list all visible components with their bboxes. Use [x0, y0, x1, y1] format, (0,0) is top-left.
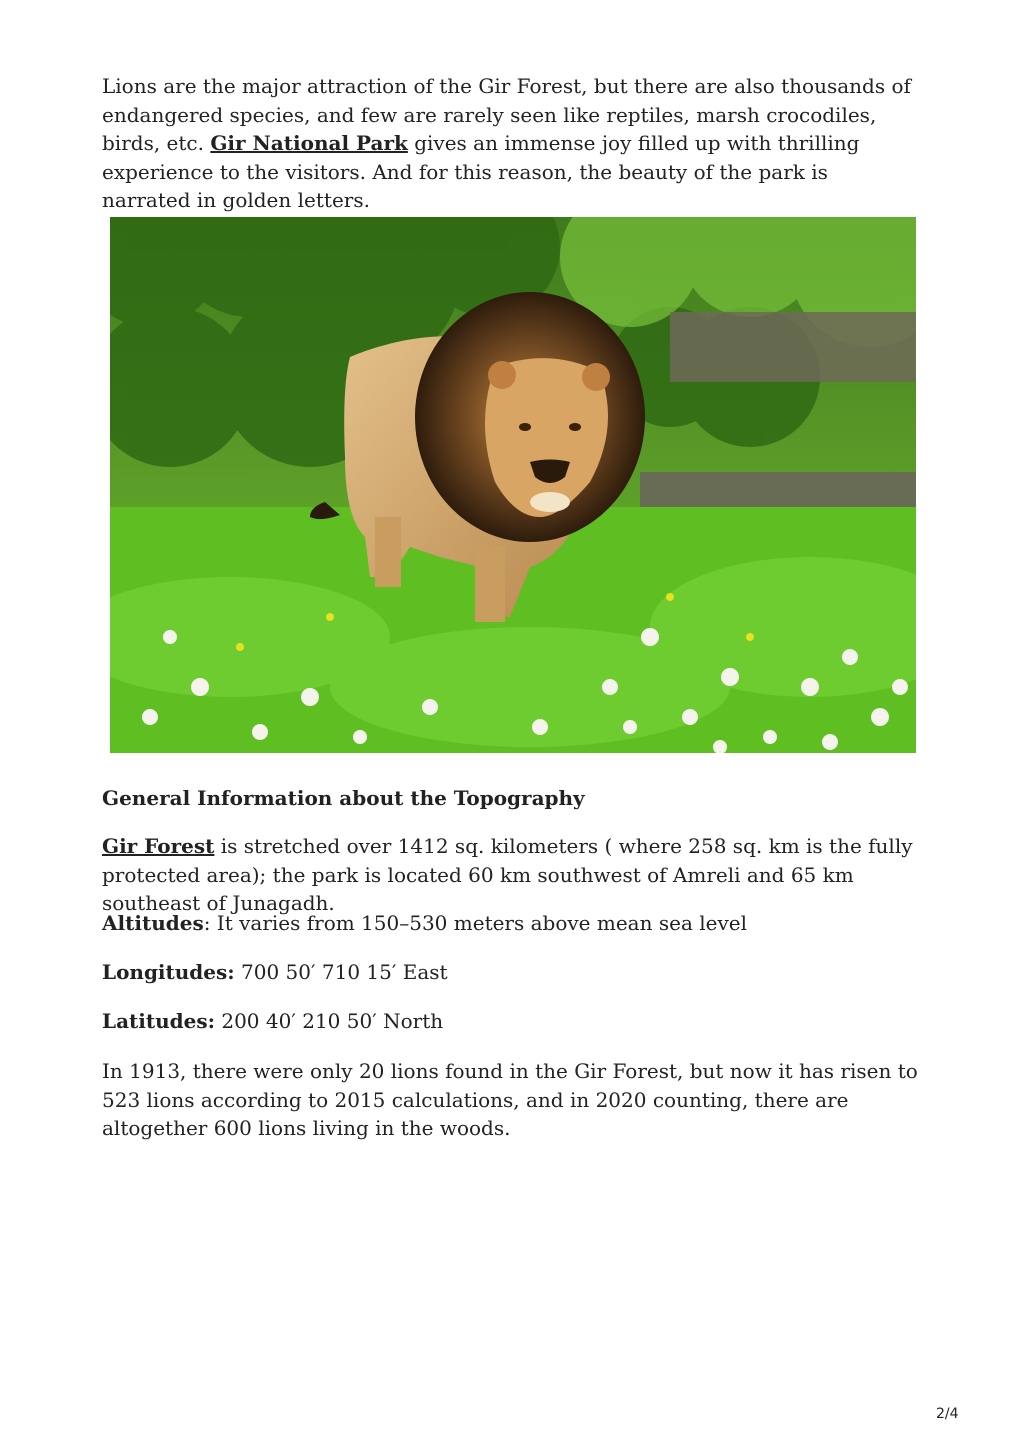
intro-text-start: Lions are the major attraction of the Gir Forest, but there are also thousands of endangered species, and few are rarely seen like reptiles, marsh crocodiles, birds, etc. [102, 74, 911, 155]
intro-paragraph [102, 72, 920, 215]
gir-forest-link[interactable]: Gir Forest [102, 834, 215, 858]
area-paragraph [102, 832, 927, 918]
lion-photo [110, 217, 916, 753]
longitudes-line [102, 958, 927, 987]
history-paragraph: In 1913, there were only 20 lions found in the Gir Forest, but now it has risen to 523 lions according to 2015 calculations, and in 2020 counting, there are altogether 600 lions living in the woods. [102, 1059, 918, 1140]
latitudes-value: 200 40′ 210 50′ North [215, 1009, 444, 1033]
stone-wall [670, 312, 916, 382]
altitudes-line [102, 909, 927, 938]
intro-section [102, 72, 922, 215]
area-text: is stretched over 1412 sq. kilometers ( where 258 sq. km is the fully protected area); the park is located 60 km southwest of Amreli and 65 km southeast of Junagadh. [102, 834, 913, 915]
longitudes-value: 700 50′ 710 15′ East [234, 960, 448, 984]
gir-national-park-link[interactable]: Gir National Park [210, 131, 408, 155]
altitudes-value: : It varies from 150–530 meters above mean sea level [203, 911, 747, 935]
lion-illustration [110, 217, 916, 753]
intro-text-end: gives an immense joy filled up with thrilling experience to the visitors. And for this reason, the beauty of the park is narrated in golden letters. [102, 131, 860, 212]
latitudes-label: Latitudes: [102, 1009, 215, 1033]
altitudes-label: Altitudes [102, 911, 204, 935]
page-number: 2/4 [936, 1406, 959, 1422]
longitudes-label: Longitudes: [102, 960, 235, 984]
topography-heading: General Information about the Topography [102, 786, 585, 810]
latitudes-line [102, 1007, 927, 1036]
